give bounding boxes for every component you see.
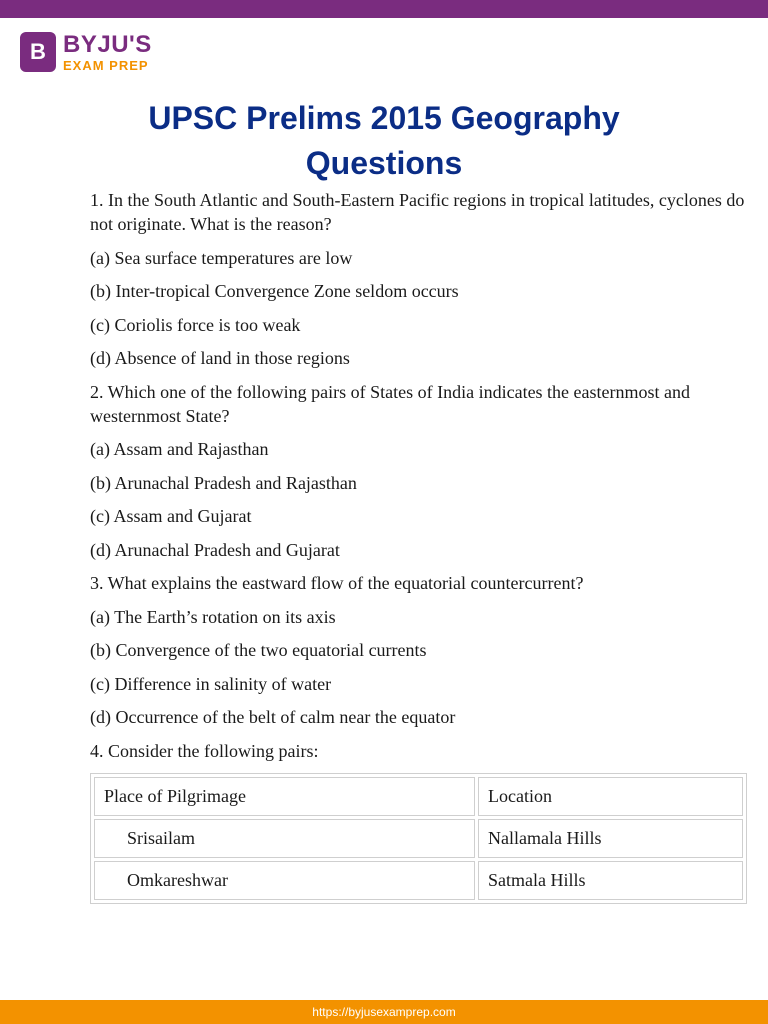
- logo-mark-icon: B: [20, 32, 56, 72]
- table-cell: Omkareshwar: [94, 861, 475, 900]
- table-header-cell: Location: [478, 777, 743, 816]
- footer-bar: [0, 1000, 768, 1024]
- question-2-option-a: (a) Assam and Rajasthan: [90, 439, 269, 459]
- table-cell: Satmala Hills: [478, 861, 743, 900]
- table-cell: Nallamala Hills: [478, 819, 743, 858]
- logo-sub-brand: EXAM PREP: [63, 57, 149, 73]
- title-line-1: UPSC Prelims 2015 Geography: [148, 100, 620, 136]
- question-1-option-d: (d) Absence of land in those regions: [90, 348, 350, 368]
- title-line-2: Questions: [305, 145, 463, 181]
- question-1-text: 1. In the South Atlantic and South-Eastern Pacific regions in tropical latitudes, cyclones do not originate. What is the reason?: [90, 190, 745, 234]
- byjus-logo: [20, 30, 152, 74]
- question-2-option-b: (b) Arunachal Pradesh and Rajasthan: [90, 472, 357, 493]
- pairs-table: [90, 773, 747, 904]
- top-color-bar: [0, 0, 768, 18]
- question-4-text: 4. Consider the following pairs:: [90, 740, 319, 761]
- questions-content: [90, 188, 750, 904]
- logo-text: [63, 30, 152, 73]
- question-3-option-b: (b) Convergence of the two equatorial currents: [90, 640, 427, 660]
- question-3-option-a: (a) The Earth’s rotation on its axis: [90, 606, 336, 627]
- logo-brand: BYJU'S: [63, 30, 152, 58]
- table-row: [94, 861, 743, 900]
- question-3-option-c: (c) Difference in salinity of water: [90, 673, 332, 694]
- question-3-option-d: (d) Occurrence of the belt of calm near the equator: [90, 707, 456, 727]
- table-row: [94, 819, 743, 858]
- question-1-option-a: (a) Sea surface temperatures are low: [90, 247, 353, 268]
- footer-url-link[interactable]: https://byjusexamprep.com: [312, 1005, 456, 1019]
- question-1-option-c: (c) Coriolis force is too weak: [90, 314, 301, 335]
- table-cell: Srisailam: [94, 819, 475, 858]
- table-header-cell: Place of Pilgrimage: [94, 777, 475, 816]
- question-2-option-c: (c) Assam and Gujarat: [90, 506, 252, 526]
- table-header-row: [94, 777, 743, 816]
- question-3-text: 3. What explains the eastward flow of the equatorial countercurrent?: [90, 573, 584, 593]
- question-2-text: 2. Which one of the following pairs of States of India indicates the easternmost and westernmost State?: [90, 381, 691, 426]
- question-1-option-b: (b) Inter-tropical Convergence Zone seldom occurs: [90, 281, 459, 301]
- question-2-option-d: (d) Arunachal Pradesh and Gujarat: [90, 539, 340, 560]
- page-title: [0, 96, 768, 186]
